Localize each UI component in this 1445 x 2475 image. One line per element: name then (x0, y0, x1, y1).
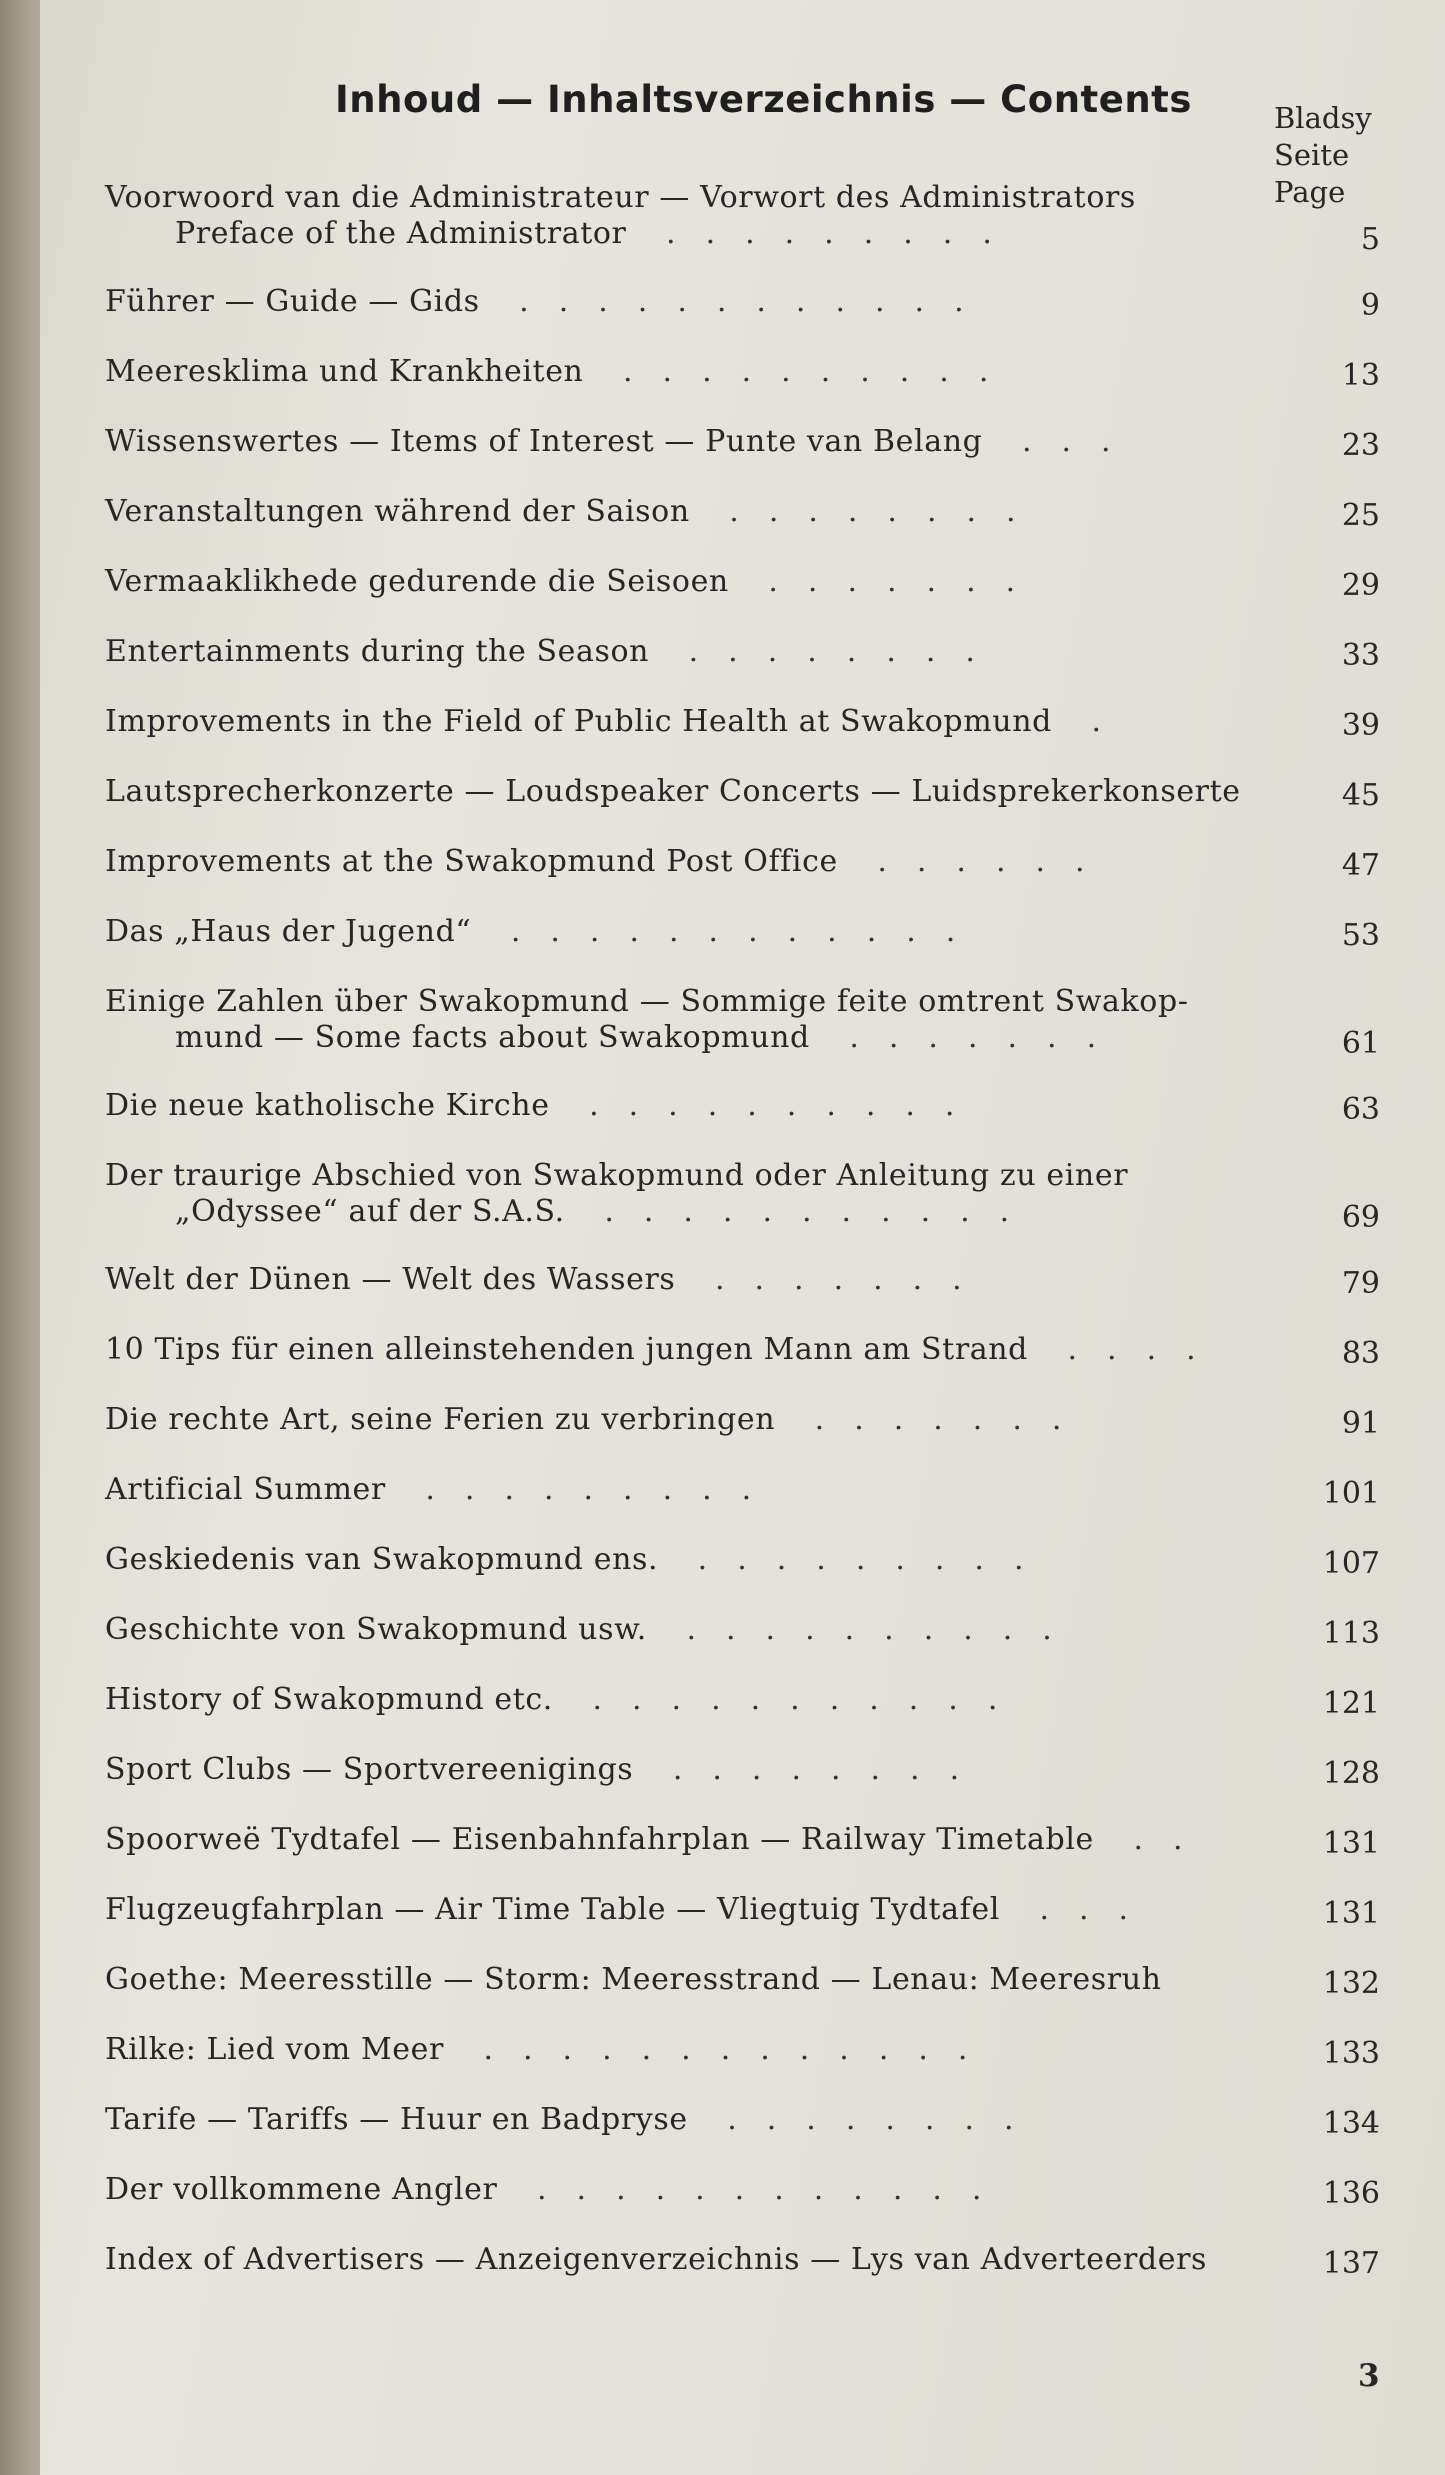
toc-entry-title (105, 984, 1305, 1056)
toc-entry-text: Der traurige Abschied von Swakopmund oder Anleitung zu einer (105, 1158, 1129, 1193)
toc-entry-title (105, 844, 1305, 880)
page-column-label-afrikaans: Bladsy (1274, 101, 1372, 135)
toc-entry-title-line1 (105, 1472, 1305, 1508)
toc-entry-page-number: 137 (1322, 2246, 1380, 2281)
toc-entry[interactable] (105, 2172, 1380, 2242)
leader-dots: .... (1027, 1332, 1226, 1367)
toc-entry[interactable] (105, 284, 1380, 354)
toc-entry-text: Der vollkommene Angler (105, 2172, 498, 2207)
toc-entry-title-line1 (105, 2242, 1305, 2278)
toc-entry-title (105, 1472, 1305, 1508)
toc-entry-title-line1 (105, 1822, 1305, 1858)
toc-entry-text: mund — Some facts about Swakopmund (175, 1020, 810, 1055)
toc-entry-text: Einige Zahlen über Swakopmund — Sommige feite omtrent Swakop- (105, 984, 1189, 1019)
toc-entry-text: Veranstaltungen während der Saison (105, 494, 690, 529)
toc-entry[interactable] (105, 1262, 1380, 1332)
toc-entry-page-number: 47 (1341, 848, 1380, 883)
toc-entry-title-line1 (105, 1682, 1305, 1718)
toc-entry-text: Sport Clubs — Sportvereenigings (105, 1752, 634, 1787)
toc-entry-title-line1 (105, 424, 1305, 460)
leader-dots: .. (1093, 1822, 1213, 1857)
toc-entry[interactable] (105, 354, 1380, 424)
toc-entry[interactable] (105, 844, 1380, 914)
toc-entry-text: „Odyssee“ auf der S.A.S. (175, 1194, 565, 1229)
toc-entry-page-number: 79 (1341, 1266, 1380, 1301)
toc-entry-title-line1 (105, 844, 1305, 880)
toc-entry[interactable] (105, 704, 1380, 774)
toc-entry-title-line1 (105, 2172, 1305, 2208)
leader-dots: .......... (646, 1612, 1082, 1647)
toc-entry-page-number: 23 (1341, 428, 1380, 463)
toc-entry[interactable] (105, 424, 1380, 494)
toc-entry-text: Rilke: Lied vom Meer (105, 2032, 444, 2067)
toc-entry-title-line1 (105, 1752, 1305, 1788)
toc-entry-page-number: 25 (1341, 498, 1380, 533)
toc-entry-title (105, 1332, 1305, 1368)
toc-entry-title (105, 1752, 1305, 1788)
toc-entry-page-number: 128 (1322, 1756, 1380, 1791)
toc-entry-title (105, 354, 1305, 390)
toc-entry-title (105, 1612, 1305, 1648)
toc-entry-text: Index of Advertisers — Anzeigenverzeichnis — Lys van Adverteerders (105, 2242, 1208, 2277)
toc-entry-title-line1 (105, 1542, 1305, 1578)
toc-entry-text: Vermaaklikhede gedurende die Seisoen (105, 564, 729, 599)
toc-entry-title-line1 (105, 2102, 1305, 2138)
toc-entry-page-number: 131 (1322, 1826, 1380, 1861)
toc-entry[interactable] (105, 914, 1380, 984)
toc-entry-text: Wissenswertes — Items of Interest — Punte van Belang (105, 424, 983, 459)
leader-dots: ............ (497, 2172, 1012, 2207)
toc-entry[interactable] (105, 984, 1380, 1088)
toc-entry-page-number: 133 (1322, 2036, 1380, 2071)
leader-dots: ........ (687, 2102, 1044, 2137)
toc-entry-text: Führer — Guide — Gids (105, 284, 480, 319)
toc-entry-title-line1 (105, 564, 1305, 600)
toc-entry[interactable] (105, 1962, 1380, 2032)
toc-entry-title-line1 (105, 1402, 1305, 1438)
toc-entry-title-line1 (105, 774, 1305, 810)
toc-entry-title-line1 (105, 1962, 1305, 1998)
toc-entry[interactable] (105, 1402, 1380, 1472)
toc-entry-title-line1 (105, 1158, 1305, 1194)
toc-entry[interactable] (105, 1892, 1380, 1962)
toc-entry-page-number: 136 (1322, 2176, 1380, 2211)
leader-dots: ...... (837, 844, 1115, 879)
page-number: 3 (1358, 2358, 1380, 2394)
toc-entry-text: Das „Haus der Jugend“ (105, 914, 472, 949)
toc-entry-text: Artificial Summer (105, 1472, 386, 1507)
toc-entry-title-line1 (105, 494, 1305, 530)
toc-entry-title (105, 1822, 1305, 1858)
toc-entry-page-number: 69 (1341, 1200, 1380, 1235)
toc-entry-page-number: 107 (1322, 1546, 1380, 1581)
toc-entry-title-line1 (105, 284, 1305, 320)
leader-dots: ............ (479, 284, 994, 319)
toc-entry-title (105, 914, 1305, 950)
toc-entry-title (105, 1158, 1305, 1230)
toc-entry-title-line2 (105, 1194, 1305, 1230)
toc-entry-page-number: 13 (1341, 358, 1380, 393)
toc-entry-title (105, 2172, 1305, 2208)
toc-entry-title (105, 1262, 1305, 1298)
toc-entry-title-line1 (105, 704, 1305, 740)
toc-entry-text: Improvements at the Swakopmund Post Office (105, 844, 838, 879)
toc-entry-title-line1 (105, 634, 1305, 670)
toc-entry[interactable] (105, 494, 1380, 564)
toc-entry[interactable] (105, 1682, 1380, 1752)
toc-entry-title (105, 180, 1305, 252)
toc-entry-title (105, 2102, 1305, 2138)
leader-dots: ....... (675, 1262, 992, 1297)
toc-entry[interactable] (105, 1752, 1380, 1822)
leader-dots: ......... (385, 1472, 782, 1507)
toc-entry-page-number: 61 (1341, 1026, 1380, 1061)
leader-dots: ... (999, 1892, 1159, 1927)
toc-entry-page-number: 131 (1322, 1896, 1380, 1931)
toc-entry-text: Entertainments during the Season (105, 634, 650, 669)
toc-entry[interactable] (105, 2242, 1380, 2312)
toc-entry-text: Spoorweë Tydtafel — Eisenbahnfahrplan — Railway Timetable (105, 1822, 1094, 1857)
leader-dots: ....... (775, 1402, 1092, 1437)
toc-entry-text: Meeresklima und Krankheiten (105, 354, 584, 389)
toc-entry-text: History of Swakopmund etc. (105, 1682, 553, 1717)
toc-entry-title (105, 564, 1305, 600)
toc-entry-title (105, 2032, 1305, 2068)
toc-entry-title-line2 (105, 1020, 1305, 1056)
toc-entry-page-number: 134 (1322, 2106, 1380, 2141)
toc-entry[interactable] (105, 564, 1380, 634)
toc-entry[interactable] (105, 774, 1380, 844)
page-column-label-english: Page (1274, 175, 1346, 209)
toc-entry-page-number: 83 (1341, 1336, 1380, 1371)
toc-entry-page-number: 91 (1341, 1406, 1380, 1441)
leader-dots: ....... (728, 564, 1046, 599)
leader-dots: ........ (689, 494, 1046, 529)
leader-dots: ......... (658, 1542, 1054, 1577)
leader-dots: .......... (583, 354, 1019, 389)
toc-entry[interactable] (105, 2102, 1380, 2172)
toc-entry-title-line1 (105, 1612, 1305, 1648)
toc-entry-title (105, 1682, 1305, 1718)
toc-entry[interactable] (105, 2032, 1380, 2102)
toc-entry-title (105, 1892, 1305, 1928)
toc-entry-text: Die rechte Art, seine Ferien zu verbringen (105, 1402, 776, 1437)
toc-entry-title (105, 424, 1305, 460)
toc-entry-title (105, 1402, 1305, 1438)
toc-entry-title (105, 634, 1305, 670)
toc-entry-page-number: 53 (1341, 918, 1380, 953)
leader-dots: ........... (564, 1194, 1040, 1229)
toc-entry-title-line1 (105, 2032, 1305, 2068)
book-page (40, 0, 1445, 2475)
leader-dots: ............. (443, 2032, 998, 2067)
toc-entry-text: Goethe: Meeresstille — Storm: Meeresstrand — Lenau: Meeresruh (105, 1962, 1162, 1997)
toc-entry-title (105, 1542, 1305, 1578)
toc-entry-page-number: 39 (1341, 708, 1380, 743)
toc-entry-page-number: 121 (1322, 1686, 1380, 1721)
leader-dots: ........ (633, 1752, 990, 1787)
toc-entry-text: Geschichte von Swakopmund usw. (105, 1612, 647, 1647)
toc-entry-title (105, 284, 1305, 320)
toc-entry-page-number: 132 (1322, 1966, 1380, 2001)
toc-entry-title-line1 (105, 1088, 1305, 1124)
toc-entry-title (105, 1088, 1305, 1124)
toc-entry[interactable] (105, 1472, 1380, 1542)
toc-entry[interactable] (105, 1158, 1380, 1262)
toc-entry-title-line1 (105, 1892, 1305, 1928)
toc-entry-title-line1 (105, 180, 1305, 216)
toc-entry-title-line1 (105, 1332, 1305, 1368)
toc-entry-page-number: 101 (1322, 1476, 1380, 1511)
toc-entry-title (105, 2242, 1305, 2278)
toc-entry[interactable] (105, 180, 1380, 284)
toc-entry-title-line1 (105, 354, 1305, 390)
toc-entry-title-line1 (105, 914, 1305, 950)
toc-entry-title-line1 (105, 984, 1305, 1020)
toc-entry-page-number: 9 (1360, 288, 1380, 323)
leader-dots: ....... (809, 1020, 1127, 1055)
leader-dots: . (1051, 704, 1131, 739)
toc-entry-page-number: 113 (1322, 1616, 1380, 1651)
page-column-label-german: Seite (1274, 138, 1350, 172)
leader-dots: ... (982, 424, 1141, 459)
toc-entry-text: Flugzeugfahrplan — Air Time Table — Vliegtuig Tydtafel (105, 1892, 1000, 1927)
page-title: Inhoud — Inhaltsverzeichnis — Contents (335, 78, 1192, 121)
leader-dots: ........... (552, 1682, 1028, 1717)
toc-entry-text: Die neue katholische Kirche (105, 1088, 550, 1123)
table-of-contents (105, 180, 1380, 2312)
toc-entry-title (105, 494, 1305, 530)
toc-entry-page-number: 29 (1341, 568, 1380, 603)
toc-entry-text: 10 Tips für einen alleinstehenden jungen Mann am Strand (105, 1332, 1028, 1367)
toc-entry-page-number: 33 (1341, 638, 1380, 673)
toc-entry-title (105, 774, 1305, 810)
toc-entry[interactable] (105, 1822, 1380, 1892)
toc-entry-title-line2 (105, 216, 1305, 252)
toc-entry-page-number: 5 (1360, 222, 1380, 257)
toc-entry-text: Preface of the Administrator (175, 216, 627, 251)
leader-dots: ............ (471, 914, 986, 949)
toc-entry-page-number: 45 (1341, 778, 1380, 813)
toc-entry[interactable] (105, 1612, 1380, 1682)
toc-entry-text: Welt der Dünen — Welt des Wassers (105, 1262, 676, 1297)
toc-entry-title (105, 1962, 1305, 1998)
toc-entry-page-number: 63 (1341, 1092, 1380, 1127)
toc-entry-text: Improvements in the Field of Public Health at Swakopmund (105, 704, 1052, 739)
leader-dots: ........ (649, 634, 1005, 669)
leader-dots: ......... (626, 216, 1022, 251)
toc-entry[interactable] (105, 1542, 1380, 1612)
toc-entry-text: Lautsprecherkonzerte — Loudspeaker Concerts — Luidsprekerkonserte (105, 774, 1241, 809)
leader-dots: .......... (549, 1088, 985, 1123)
toc-entry[interactable] (105, 1332, 1380, 1402)
toc-entry-title-line1 (105, 1262, 1305, 1298)
toc-entry[interactable] (105, 634, 1380, 704)
toc-entry-title (105, 704, 1305, 740)
toc-entry-text: Geskiedenis van Swakopmund ens. (105, 1542, 659, 1577)
toc-entry-text: Voorwoord van die Administrateur — Vorwort des Administrators (105, 180, 1136, 215)
toc-entry-text: Tarife — Tariffs — Huur en Badpryse (105, 2102, 688, 2137)
toc-entry[interactable] (105, 1088, 1380, 1158)
